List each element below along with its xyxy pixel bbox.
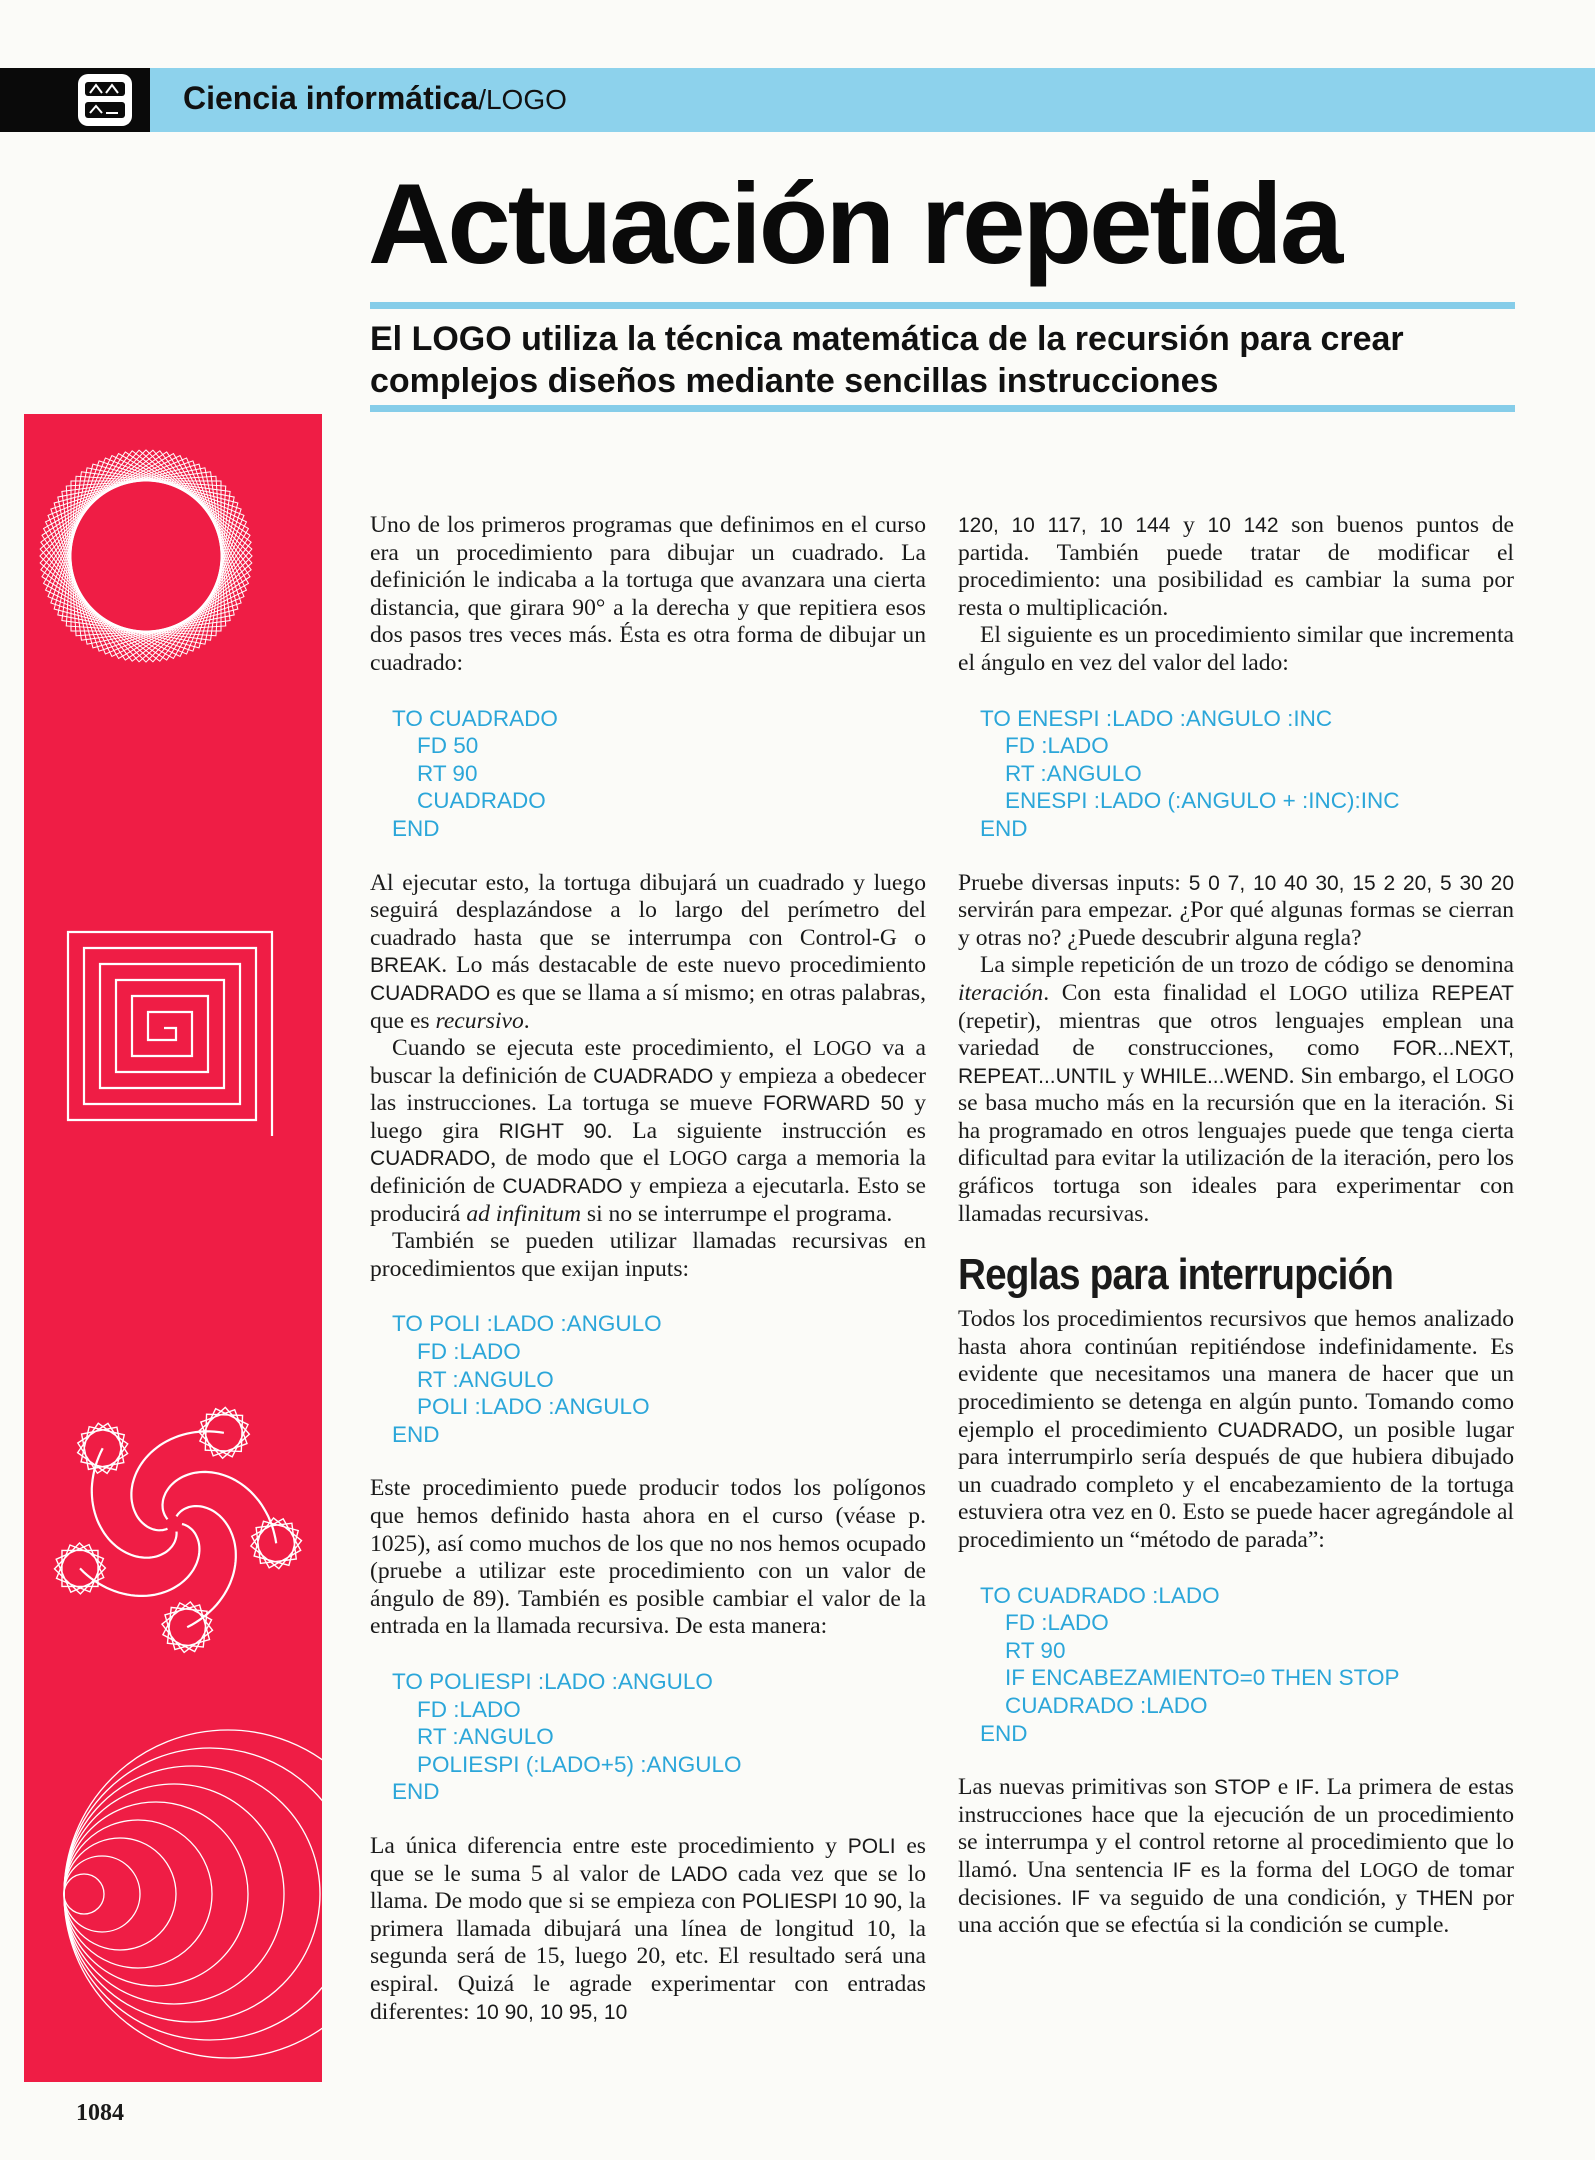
left-column [370, 512, 926, 2026]
rotating-square [54, 464, 238, 648]
rotating-square [48, 458, 244, 654]
right-column [958, 512, 1514, 1940]
pinwheel-polygon [201, 1410, 247, 1456]
code-line: TO POLIESPI :LADO :ANGULO [392, 1668, 713, 1694]
rotating-square [58, 468, 234, 644]
nested-circle [64, 1874, 104, 1914]
pinwheel-polygon [57, 1545, 104, 1592]
code-line: POLI :LADO :ANGULO [417, 1394, 650, 1420]
nested-circle [64, 1820, 212, 1968]
paragraph: La única diferencia entre este procedimiento y POLI es que se le suma 5 al valor de LADO cada vez que se lo llama. De modo que si se empieza con POLIESPI 10 90, la primera llamada dibujará una línea de longitud 10, la segunda será de 15, luego 20, etc. El resultado será una espiral. Quizá le agrade experimentar con entradas diferentes: 10 90, 10 95, 10 [370, 1832, 926, 2025]
code-block-enespi [980, 705, 1514, 843]
nested-circle [64, 1838, 176, 1950]
code-line: END [392, 1779, 440, 1805]
nested-circle [64, 1856, 140, 1932]
turtle-graphics-illustration [24, 414, 322, 2082]
code-line: RT :ANGULO [417, 1724, 554, 1750]
code-line: END [392, 1421, 440, 1447]
code-line: FD :LADO [417, 1339, 521, 1365]
paragraph: Este procedimiento puede producir todos los polígonos que hemos definido hasta ahora en el curso (véase p. 1025), así como muchos de los que no nos hemos ocupado (pruebe a utilizar este procedimiento con un valor de ángulo de 89). También es posible cambiar el valor de la entrada en la llamada recursiva. De esta manera: [370, 1475, 926, 1640]
code-line: END [980, 815, 1028, 841]
paragraph: Todos los procedimientos recursivos que hemos analizado hasta ahora continúan repitiéndose indefinidamente. Es evidente que necesitamos una manera de hacer que un procedimiento se detenga en algún punto. Tomando como ejemplo el procedimiento CUADRADO, un posible lugar para interrumpirlo sería después de que hubiera dibujado un cuadrado completo y el encabezamiento de la tortuga estuviera otra vez en 0. Esto se puede hacer agregándole al procedimiento un “método de parada”: [958, 1306, 1514, 1553]
computer-icon [76, 72, 134, 128]
code-line: RT :ANGULO [1005, 760, 1142, 786]
top-rule [370, 302, 1515, 309]
code-line: TO POLI :LADO :ANGULO [392, 1311, 662, 1337]
section-label [183, 80, 567, 117]
code-line: RT 90 [1005, 1637, 1066, 1663]
rotating-square [40, 450, 252, 662]
pinwheel-polygon [82, 1427, 124, 1469]
code-block-poli [392, 1310, 926, 1448]
code-line: TO CUADRADO [392, 705, 558, 731]
rotating-square [41, 451, 251, 661]
rotating-square [58, 468, 234, 644]
section-name: Ciencia informática [183, 80, 479, 116]
illustration-panel [24, 414, 322, 2082]
code-line: IF ENCABEZAMIENTO=0 THEN STOP [1005, 1665, 1400, 1691]
code-line: RT 90 [417, 760, 478, 786]
code-block-poliespi [392, 1668, 926, 1806]
paragraph: Cuando se ejecuta este procedimiento, el LOGO va a buscar la definición de CUADRADO y empieza a obedecer las instrucciones. La tortuga se mueve FORWARD 50 y luego gira RIGHT 90. La siguiente instrucción es CUADRADO, de modo que el LOGO carga a memoria la definición de CUADRADO y empieza a ejecutarla. Esto se producirá ad infinitum si no se interrumpe el programa. [370, 1035, 926, 1227]
code-line: TO CUADRADO :LADO [980, 1582, 1220, 1608]
code-block-cuadrado [392, 705, 926, 843]
nested-circle [64, 1784, 284, 2004]
code-line: RT :ANGULO [417, 1366, 554, 1392]
code-line: FD :LADO [1005, 1610, 1109, 1636]
code-block-cuadrado-stop [980, 1582, 1514, 1748]
rotating-square [41, 451, 251, 661]
nested-circle [64, 1748, 322, 2040]
rotating-square [44, 454, 249, 659]
bottom-rule [370, 405, 1515, 412]
code-line: FD :LADO [1005, 733, 1109, 759]
rotating-square [54, 464, 238, 648]
paragraph: 120, 10 117, 10 144 y 10 142 son buenos puntos de partida. También puede tratar de modificar el procedimiento: una posibilidad es cambiar la suma por resta o multiplicación. [958, 512, 1515, 621]
code-line: END [392, 815, 440, 841]
code-line: FD :LADO [417, 1696, 521, 1722]
paragraph: Pruebe diversas inputs: 5 0 7, 10 40 30, 15 2 20, 5 30 20 servirán para empezar. ¿Por qué algunas formas se cierran y otras no? ¿Puede descubrir alguna regla? [958, 869, 1514, 951]
paragraph: La simple repetición de un trozo de código se denomina iteración. Con esta finalidad el LOGO utiliza REPEAT (repetir), mientras que otros lenguajes emplean una variedad de construcciones, como FOR...NEXT, REPEAT...UNTIL y WHILE...WEND. Sin embargo, el LOGO se basa mucho más en la recursión que en la iteración. Si ha programado en otros lenguajes puede que tenga cierta dificultad para evitar la utilización de la iteración, pero los gráficos tortuga son ideales para experimentar con llamadas recursivas. [958, 952, 1514, 1227]
code-line: TO ENESPI :LADO :ANGULO :INC [980, 705, 1333, 731]
nested-circle [64, 1766, 320, 2022]
square-spiral [68, 932, 272, 1136]
paragraph: El siguiente es un procedimiento similar que incrementa el ángulo en vez del valor del lado: [958, 622, 1514, 676]
code-line: CUADRADO :LADO [1005, 1692, 1208, 1718]
paragraph: Uno de los primeros programas que definimos en el curso era un procedimiento para dibujar un cuadrado. La definición le indicaba a la tortuga que avanzara una cierta distancia, que girara 90° a la derecha y que repitiera esos dos pasos tres veces más. Ésta es otra forma de dibujar un cuadrado: [370, 512, 926, 676]
article-title: Actuación repetida [368, 161, 1341, 288]
nested-circle [64, 1730, 322, 2058]
code-line: ENESPI :LADO (:ANGULO + :INC):INC [1005, 788, 1400, 814]
code-line: END [980, 1720, 1028, 1746]
rotating-square [40, 450, 252, 662]
article-subtitle: El LOGO utiliza la técnica matemática de la recursión para crear complejos diseños mediante sencillas instrucciones [370, 320, 1404, 400]
paragraph: Las nuevas primitivas son STOP e IF. La primera de estas instrucciones hace que la ejecución de un procedimiento se interrumpa y el control retorne al procedimiento que lo llamó. Una sentencia IF es la forma del LOGO de tomar decisiones. IF va seguido de una condición, y THEN por una acción que se efectúa si la condición se cumple. [958, 1774, 1514, 1939]
rotating-square [44, 454, 249, 659]
subsection-name: /LOGO [478, 84, 567, 115]
pinwheel-polygon [56, 1545, 104, 1593]
rotating-square [71, 481, 221, 631]
page-number: 1084 [76, 2100, 124, 2126]
rotating-square [42, 452, 250, 660]
nested-circle [64, 1802, 248, 1986]
rotating-square [40, 450, 252, 662]
paragraph: También se pueden utilizar llamadas recursivas en procedimientos que exijan inputs: [370, 1228, 926, 1282]
code-line: POLIESPI (:LADO+5) :ANGULO [417, 1751, 742, 1777]
code-line: CUADRADO [417, 788, 546, 814]
rotating-square [48, 458, 244, 654]
pinwheel-arm [92, 1448, 177, 1557]
code-line: FD 50 [417, 733, 479, 759]
rotating-square [42, 452, 250, 660]
section-heading: Reglas para interrupción [958, 1250, 1394, 1300]
paragraph: Al ejecutar esto, la tortuga dibujará un cuadrado y luego seguirá desplazándose a lo largo del perímetro del cuadrado hasta que se interrumpa con Control-G o BREAK. Lo más destacable de este nuevo procedimiento CUADRADO es que se llama a sí mismo; en otras palabras, que es recursivo. [370, 869, 926, 1034]
pinwheel-polygon [78, 1423, 128, 1473]
